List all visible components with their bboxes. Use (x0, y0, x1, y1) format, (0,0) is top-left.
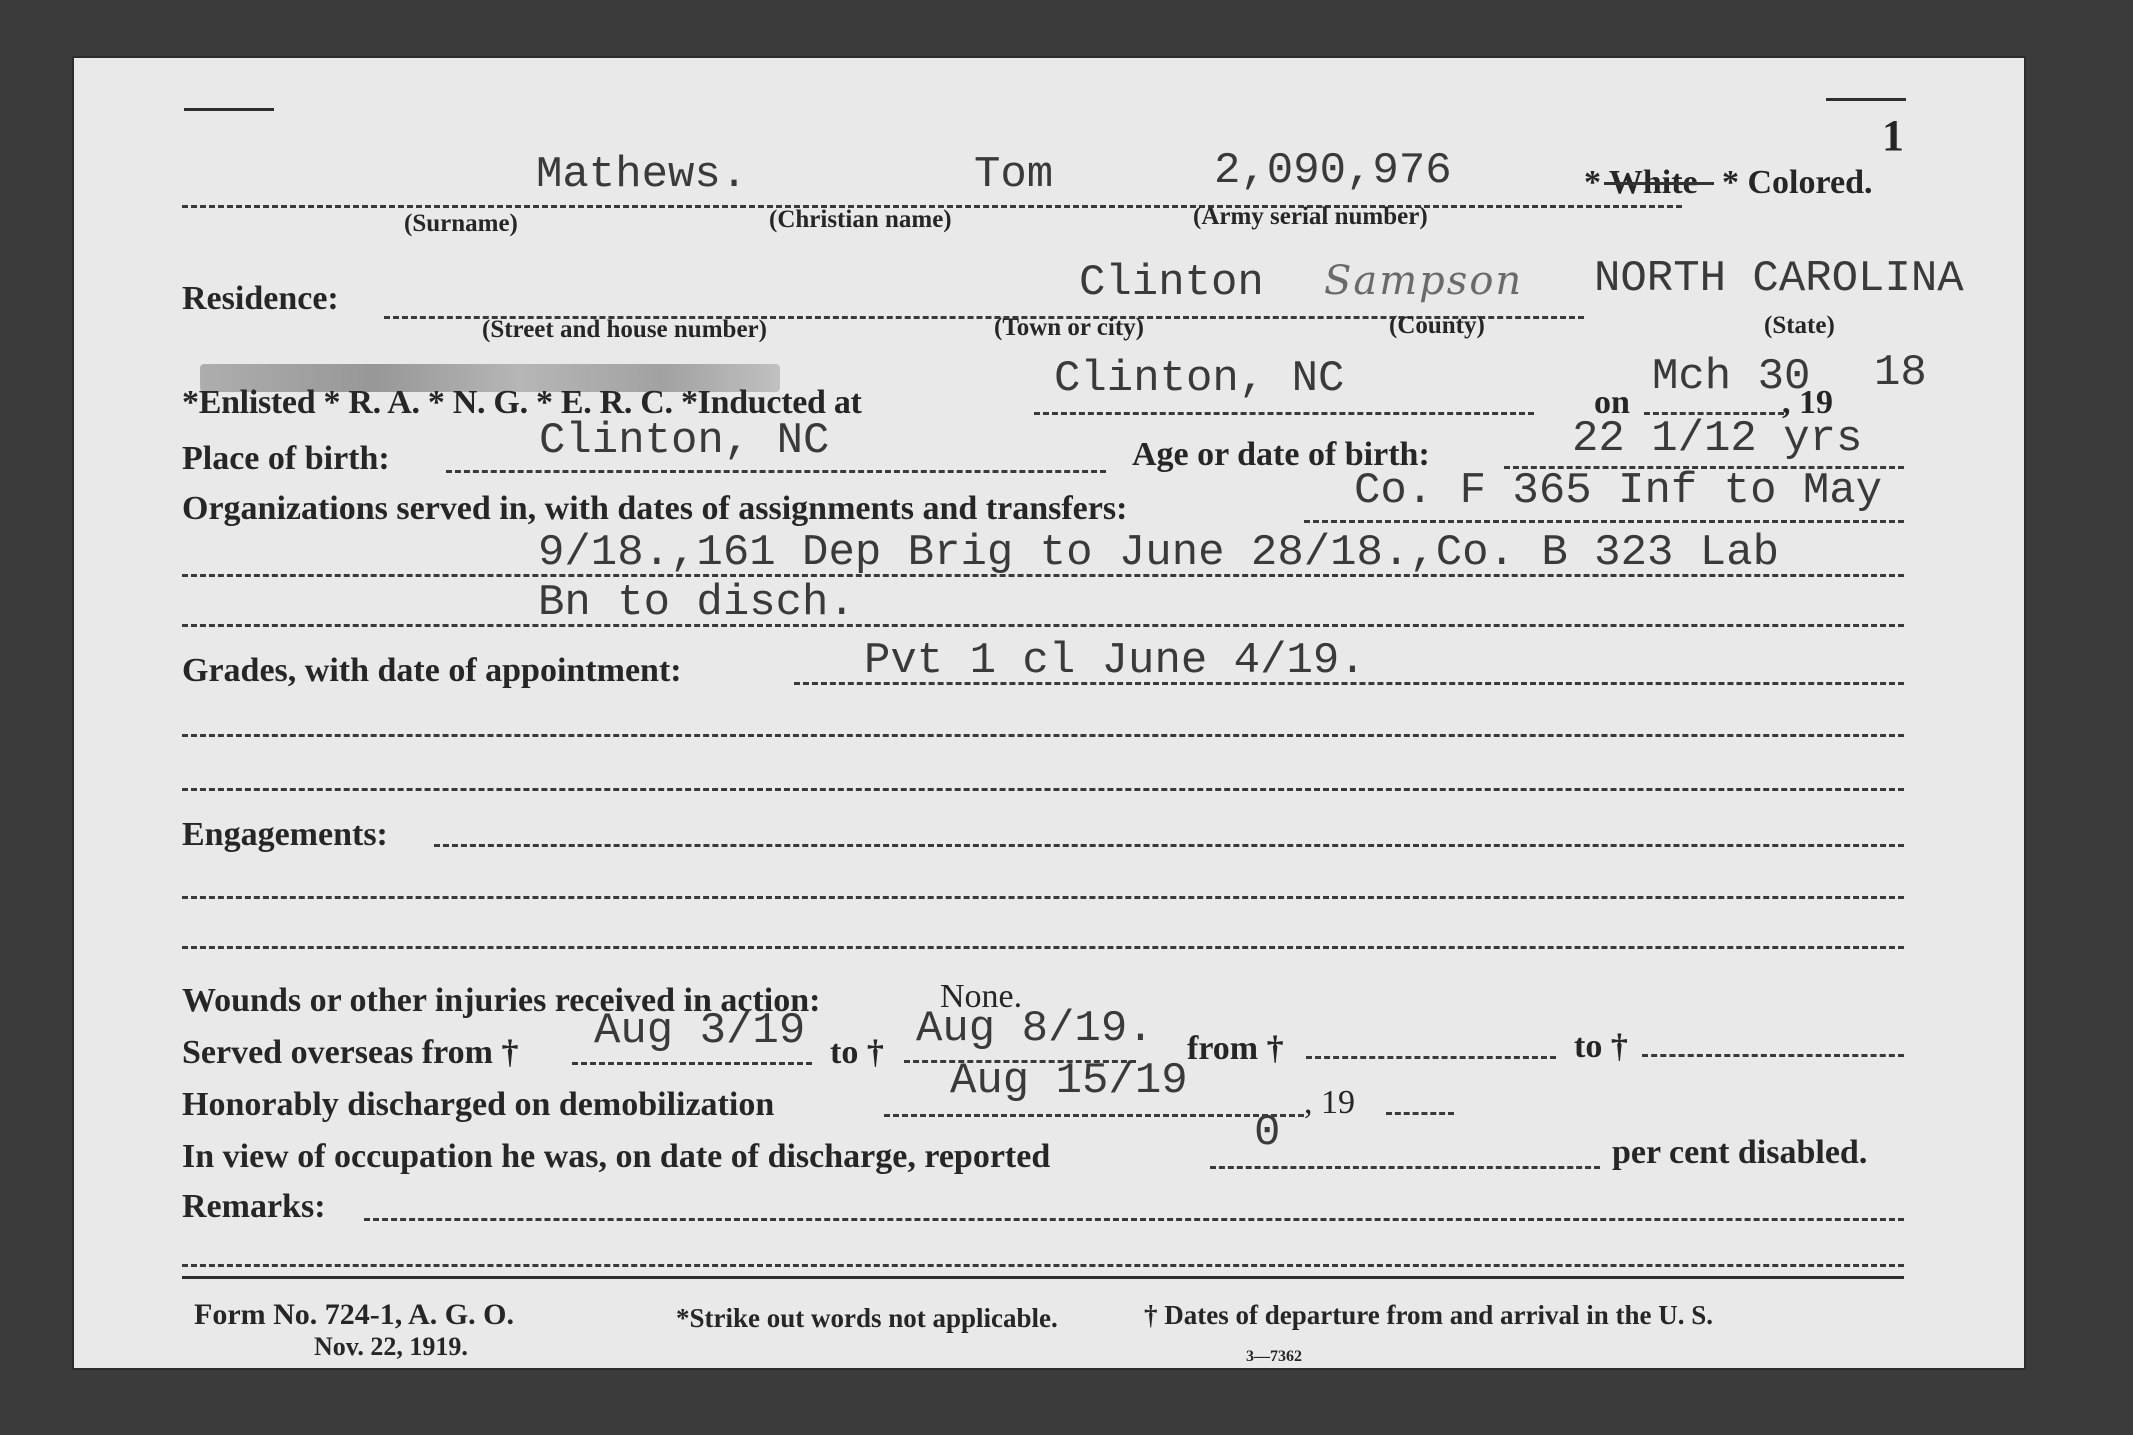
organizations-line-1: Co. F 365 Inf to May (1354, 466, 1883, 516)
residence-label: Residence: (182, 280, 339, 317)
town-caption: (Town or city) (994, 314, 1144, 341)
overseas-to-line-2 (1642, 1054, 1904, 1057)
organizations-line-2: 9/18.,161 Dep Brig to June 28/18.,Co. B 323 Lab (538, 528, 1780, 578)
dates-note: † Dates of departure from and arrival in the U. S. (1144, 1300, 1713, 1330)
inducted-year-value: 18 (1874, 348, 1927, 398)
discharge-label: Honorably discharged on demobilization (182, 1086, 775, 1123)
discharge-year-label: , 19 (1304, 1084, 1355, 1121)
organizations-label: Organizations served in, with dates of assignments and transfers: (182, 490, 1128, 527)
overseas-label: Served overseas from † (182, 1034, 519, 1071)
county-caption: (County) (1389, 312, 1485, 339)
year-prefix: , 19 (1782, 384, 1833, 421)
on-label: on (1594, 384, 1630, 421)
birth-place-line (446, 470, 1106, 473)
grades-label: Grades, with date of appointment: (182, 652, 682, 689)
remarks-line-2 (182, 1264, 1904, 1267)
wounds-value: None. (940, 978, 1023, 1015)
remarks-label: Remarks: (182, 1188, 326, 1225)
christian-name-value: Tom (974, 150, 1054, 200)
overseas-to-value: Aug 8/19. (916, 1004, 1154, 1054)
footer-rule (182, 1276, 1904, 1279)
top-left-rule (184, 108, 274, 111)
engagements-line-1 (434, 844, 1904, 847)
organizations-line-3: Bn to disch. (538, 578, 855, 628)
grades-line-2 (182, 734, 1904, 737)
enlisted-label: *Enlisted * R. A. * N. G. * E. R. C. *Inducted at (182, 384, 862, 421)
overseas-from-line (572, 1062, 812, 1065)
christian-name-caption: (Christian name) (769, 206, 952, 233)
form-number: Form No. 724-1, A. G. O. (194, 1298, 514, 1331)
inducted-place-value: Clinton, NC (1054, 354, 1345, 404)
overseas-from-label-2: from † (1187, 1030, 1284, 1067)
county-value: Sampson (1324, 258, 1524, 304)
surname-value: Mathews. (536, 150, 748, 200)
grades-line-3 (182, 788, 1904, 791)
strike-out-note: *Strike out words not applicable. (676, 1303, 1058, 1333)
overseas-to-label: to † (830, 1034, 884, 1071)
surname-caption: (Surname) (404, 210, 518, 237)
discharge-year-line (1386, 1112, 1454, 1115)
discharge-date-value: Aug 15/19 (950, 1056, 1188, 1106)
disability-suffix: per cent disabled. (1612, 1134, 1868, 1171)
discharge-line (884, 1114, 1304, 1117)
form-date: Nov. 22, 1919. (314, 1332, 468, 1361)
inducted-line (1034, 412, 1534, 415)
serial-number-value: 2,090,976 (1214, 146, 1452, 196)
inducted-date-value: Mch 30 (1652, 352, 1811, 402)
serial-caption: (Army serial number) (1193, 203, 1428, 230)
org-line-3 (182, 624, 1904, 627)
card-number: 1 (1882, 111, 1904, 160)
colored-option: * Colored. (1722, 164, 1873, 201)
state-caption: (State) (1764, 312, 1835, 339)
age-value: 22 1/12 yrs (1572, 414, 1863, 464)
age-label: Age or date of birth: (1132, 436, 1430, 473)
overseas-from-value: Aug 3/19 (594, 1006, 806, 1056)
service-card (74, 58, 2024, 1368)
printer-mark: 3—7362 (1246, 1348, 1302, 1365)
street-caption: (Street and house number) (482, 316, 767, 343)
town-value: Clinton (1079, 258, 1264, 308)
engagements-line-3 (182, 946, 1904, 949)
white-strikethrough (1604, 182, 1714, 185)
remarks-line-1 (364, 1218, 1904, 1221)
white-option: * White (1584, 164, 1698, 201)
wounds-label: Wounds or other injuries received in action: (182, 982, 821, 1019)
org-line-1 (1304, 520, 1904, 523)
overseas-to-label-2: to † (1574, 1028, 1628, 1065)
top-right-rule (1826, 98, 1906, 101)
grades-value: Pvt 1 cl June 4/19. (864, 636, 1366, 686)
engagements-label: Engagements: (182, 816, 388, 853)
disability-line (1210, 1166, 1600, 1169)
place-of-birth-label: Place of birth: (182, 440, 390, 477)
engagements-line-2 (182, 896, 1904, 899)
overseas-from-line-2 (1306, 1056, 1556, 1059)
state-value: NORTH CAROLINA (1594, 254, 1964, 304)
disability-value: 0 (1254, 1108, 1281, 1158)
disability-label: In view of occupation he was, on date of discharge, reported (182, 1138, 1051, 1175)
place-of-birth-value: Clinton, NC (539, 416, 830, 466)
